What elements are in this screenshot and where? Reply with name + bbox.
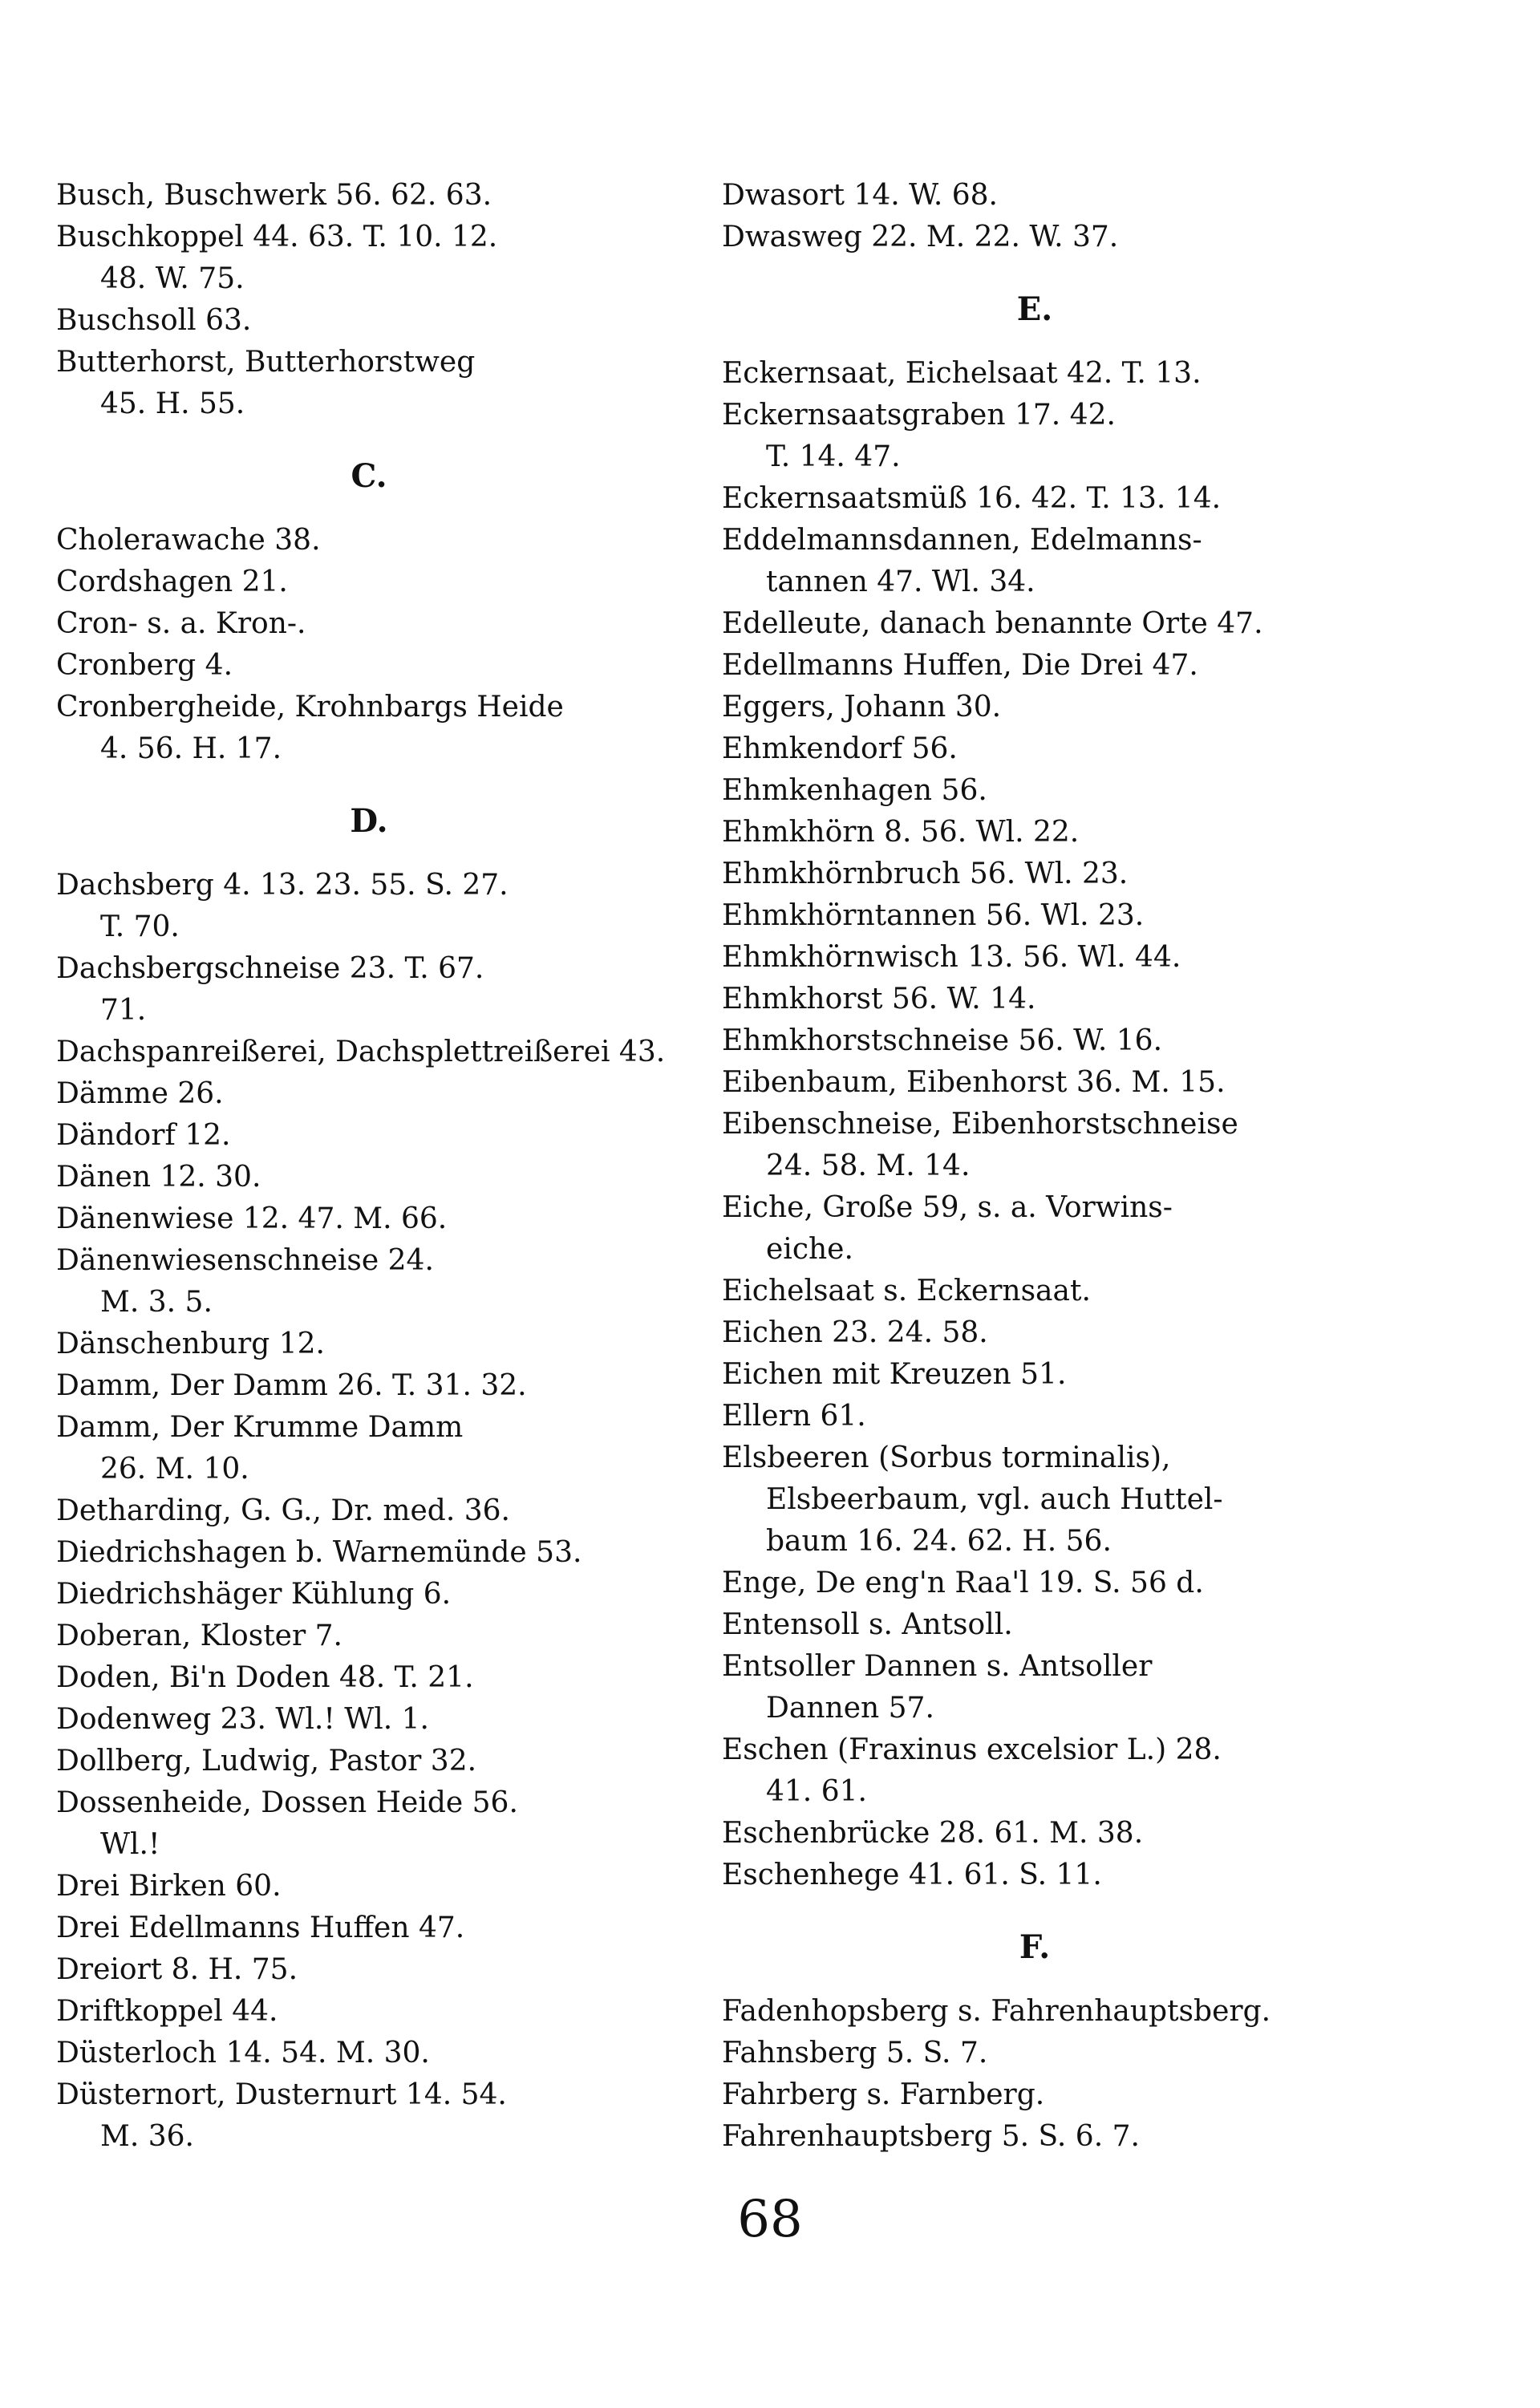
entry-text: Elsbeeren (Sorbus torminalis),	[722, 1441, 1171, 1474]
entry-text: Damm, Der Damm 26. T. 31. 32.	[56, 1369, 527, 1402]
entry-continuation: T. 14. 47.	[766, 440, 901, 473]
index-entry	[56, 1032, 682, 1073]
entry-text: Dänschenburg 12.	[56, 1328, 326, 1360]
index-entry	[56, 1907, 682, 1949]
entry-continuation: tannen 47. Wl. 34.	[766, 566, 1035, 598]
page-number: 68	[737, 2190, 803, 2249]
index-entry	[722, 687, 1348, 728]
entry-text: Ehmkhörn 8. 56. Wl. 22.	[722, 816, 1080, 849]
entry-text: Edellmanns Huffen, Die Drei 47.	[722, 649, 1198, 682]
index-entry	[722, 1646, 1348, 1729]
entry-text: Diedrichshagen b. Warnemünde 53.	[56, 1536, 582, 1569]
index-entry	[56, 687, 682, 770]
entry-text: Diedrichshäger Kühlung 6.	[56, 1578, 452, 1611]
entry-text: Entsoller Dannen s. Antsoller	[722, 1650, 1153, 1683]
entry-text: Dänenwiesenschneise 24.	[56, 1244, 434, 1277]
index-entry	[56, 1240, 682, 1324]
index-entry	[722, 603, 1348, 645]
index-entry	[56, 520, 682, 561]
index-entry	[56, 1949, 682, 1991]
index-entry	[56, 645, 682, 687]
index-entry	[56, 948, 682, 1032]
entry-continuation: 4. 56. H. 17.	[100, 732, 282, 765]
entry-continuation: M. 36.	[100, 2120, 194, 2153]
section-heading: D.	[350, 802, 388, 840]
entry-text: Doden, Bi'n Doden 48. T. 21.	[56, 1661, 474, 1694]
index-entry	[722, 1437, 1348, 1563]
entry-continuation: Elsbeerbaum, vgl. auch Huttel-	[766, 1483, 1223, 1516]
entry-text: Driftkoppel 44.	[56, 1995, 278, 2028]
entry-text: Damm, Der Krumme Damm	[56, 1411, 464, 1444]
index-entry	[56, 1657, 682, 1699]
index-entry	[722, 1813, 1348, 1855]
entry-text: Dämme 26.	[56, 1077, 224, 1110]
entry-continuation: M. 3. 5.	[100, 1286, 213, 1319]
left-column	[56, 175, 682, 2158]
entry-text: Eibenbaum, Eibenhorst 36. M. 15.	[722, 1066, 1226, 1099]
entry-continuation: Dannen 57.	[766, 1692, 934, 1725]
entry-text: Dossenheide, Dossen Heide 56.	[56, 1786, 518, 1819]
index-entry	[722, 1855, 1348, 1896]
entry-text: Dachsberg 4. 13. 23. 55. S. 27.	[56, 869, 509, 902]
index-entry	[56, 2074, 682, 2158]
entry-text: Detharding, G. G., Dr. med. 36.	[56, 1494, 510, 1527]
index-entry	[722, 520, 1348, 603]
index-entry	[722, 1020, 1348, 1062]
entry-text: Eggers, Johann 30.	[722, 691, 1002, 724]
index-entry	[56, 865, 682, 948]
entry-text: Cordshagen 21.	[56, 566, 288, 598]
index-entry	[722, 1729, 1348, 1813]
index-entry	[722, 770, 1348, 812]
entry-text: Edelleute, danach benannte Orte 47.	[722, 607, 1263, 640]
entry-text: Ehmkhörnbruch 56. Wl. 23.	[722, 857, 1129, 890]
entry-text: Eiche, Große 59, s. a. Vorwins-	[722, 1191, 1173, 1224]
entry-text: Enge, De eng'n Raa'l 19. S. 56 d.	[722, 1567, 1204, 1599]
index-entry	[56, 1490, 682, 1532]
index-entry	[722, 1062, 1348, 1104]
entry-continuation: Wl.!	[100, 1828, 160, 1861]
entry-text: Cronbergheide, Krohnbargs Heide	[56, 691, 564, 724]
section-heading: F.	[1019, 1928, 1051, 1966]
entry-text: Entensoll s. Antsoll.	[722, 1608, 1013, 1641]
entry-text: Eschenbrücke 28. 61. M. 38.	[722, 1817, 1144, 1850]
entry-text: Ehmkhörnwisch 13. 56. Wl. 44.	[722, 941, 1181, 974]
entry-text: Ellern 61.	[722, 1400, 866, 1433]
index-entry	[722, 175, 1348, 217]
index-entry	[56, 1324, 682, 1365]
index-entry	[56, 1532, 682, 1574]
index-entry	[722, 2074, 1348, 2116]
entry-text: Eddelmannsdannen, Edelmanns-	[722, 524, 1202, 557]
entry-text: Ehmkenhagen 56.	[722, 774, 987, 807]
entry-continuation: 48. W. 75.	[100, 262, 245, 295]
index-entry	[56, 175, 682, 217]
index-entry	[56, 1991, 682, 2033]
index-entry	[722, 2033, 1348, 2074]
entry-text: Eschen (Fraxinus excelsior L.) 28.	[722, 1733, 1222, 1766]
index-entry	[722, 478, 1348, 520]
right-column	[722, 175, 1348, 2158]
index-entry	[722, 728, 1348, 770]
index-entry	[56, 1198, 682, 1240]
index-entry	[56, 1157, 682, 1198]
index-entry	[722, 979, 1348, 1020]
index-entry	[56, 1115, 682, 1157]
entry-text: Cholerawache 38.	[56, 524, 321, 557]
index-entry	[722, 1354, 1348, 1396]
index-entry	[56, 1574, 682, 1615]
index-entry	[722, 645, 1348, 687]
entry-continuation: 71.	[100, 994, 147, 1027]
index-entry	[56, 561, 682, 603]
entry-text: Fahrberg s. Farnberg.	[722, 2078, 1045, 2111]
entry-text: Buschkoppel 44. 63. T. 10. 12.	[56, 221, 498, 253]
index-entry	[722, 937, 1348, 979]
entry-text: Eichen 23. 24. 58.	[722, 1316, 988, 1349]
entry-text: Dänen 12. 30.	[56, 1161, 261, 1194]
section-heading: E.	[1016, 290, 1053, 328]
entry-text: Eckernsaat, Eichelsaat 42. T. 13.	[722, 357, 1202, 390]
entry-text: Eibenschneise, Eibenhorstschneise	[722, 1108, 1238, 1141]
entry-text: Dachspanreißerei, Dachsplettreißerei 43.	[56, 1036, 666, 1068]
index-entry	[56, 1073, 682, 1115]
index-entry	[56, 217, 682, 300]
entry-text: Dodenweg 23. Wl.! Wl. 1.	[56, 1703, 429, 1736]
entry-text: Ehmkhörntannen 56. Wl. 23.	[722, 899, 1145, 932]
index-entry	[56, 300, 682, 342]
entry-text: Drei Birken 60.	[56, 1870, 282, 1903]
index-entry	[56, 1741, 682, 1782]
index-entry	[722, 812, 1348, 853]
entry-text: Eckernsaatsgraben 17. 42.	[722, 399, 1116, 432]
entry-text: Düsterloch 14. 54. M. 30.	[56, 2037, 430, 2070]
index-entry	[722, 217, 1348, 258]
section-heading: C.	[351, 457, 387, 495]
index-entry	[722, 1271, 1348, 1312]
index-entry	[722, 1604, 1348, 1646]
index-entry	[722, 1991, 1348, 2033]
entry-text: Buschsoll 63.	[56, 304, 252, 337]
index-entry	[56, 1782, 682, 1866]
entry-text: Dwasort 14. W. 68.	[722, 179, 998, 212]
entry-text: Cron- s. a. Kron-.	[56, 607, 306, 640]
index-entry	[722, 1104, 1348, 1187]
entry-continuation: 45. H. 55.	[100, 387, 245, 420]
entry-text: Butterhorst, Butterhorstweg	[56, 346, 476, 379]
index-entry	[722, 1396, 1348, 1437]
entry-text: Eckernsaatsmüß 16. 42. T. 13. 14.	[722, 482, 1222, 515]
index-entry	[722, 853, 1348, 895]
index-entry	[56, 1365, 682, 1407]
entry-text: Dänenwiese 12. 47. M. 66.	[56, 1202, 448, 1235]
entry-continuation: baum 16. 24. 62. H. 56.	[766, 1525, 1112, 1558]
entry-text: Eichen mit Kreuzen 51.	[722, 1358, 1067, 1391]
index-entry	[56, 2033, 682, 2074]
index-entry	[722, 1312, 1348, 1354]
entry-text: Eschenhege 41. 61. S. 11.	[722, 1859, 1102, 1891]
index-entry	[56, 1407, 682, 1490]
index-entry	[722, 353, 1348, 395]
index-entry	[56, 603, 682, 645]
entry-text: Busch, Buschwerk 56. 62. 63.	[56, 179, 492, 212]
entry-text: Düsternort, Dusternurt 14. 54.	[56, 2078, 507, 2111]
index-entry	[722, 1563, 1348, 1604]
entry-text: Fahnsberg 5. S. 7.	[722, 2037, 988, 2070]
index-entry	[56, 342, 682, 425]
entry-continuation: T. 70.	[100, 910, 180, 943]
index-entry	[56, 1699, 682, 1741]
entry-text: Ehmkhorst 56. W. 14.	[722, 983, 1036, 1015]
index-entry	[722, 395, 1348, 478]
entry-continuation: 26. M. 10.	[100, 1453, 249, 1486]
entry-continuation: 24. 58. M. 14.	[766, 1149, 971, 1182]
index-entry	[56, 1866, 682, 1907]
entry-continuation: 41. 61.	[766, 1775, 867, 1808]
index-entry	[56, 1615, 682, 1657]
entry-continuation: eiche.	[766, 1233, 853, 1266]
index-entry	[722, 1187, 1348, 1271]
entry-text: Eichelsaat s. Eckernsaat.	[722, 1275, 1091, 1307]
entry-text: Dändorf 12.	[56, 1119, 231, 1152]
entry-text: Dwasweg 22. M. 22. W. 37.	[722, 221, 1119, 253]
entry-text: Dreiort 8. H. 75.	[56, 1953, 298, 1986]
entry-text: Ehmkendorf 56.	[722, 732, 958, 765]
entry-text: Doberan, Kloster 7.	[56, 1620, 342, 1652]
entry-text: Cronberg 4.	[56, 649, 233, 682]
entry-text: Fahrenhauptsberg 5. S. 6. 7.	[722, 2120, 1140, 2153]
entry-text: Dachsbergschneise 23. T. 67.	[56, 952, 484, 985]
entry-text: Dollberg, Ludwig, Pastor 32.	[56, 1745, 477, 1778]
entry-text: Drei Edellmanns Huffen 47.	[56, 1911, 465, 1944]
index-entry	[722, 895, 1348, 937]
entry-text: Ehmkhorstschneise 56. W. 16.	[722, 1024, 1163, 1057]
index-entry	[722, 2116, 1348, 2158]
entry-text: Fadenhopsberg s. Fahrenhauptsberg.	[722, 1995, 1271, 2028]
